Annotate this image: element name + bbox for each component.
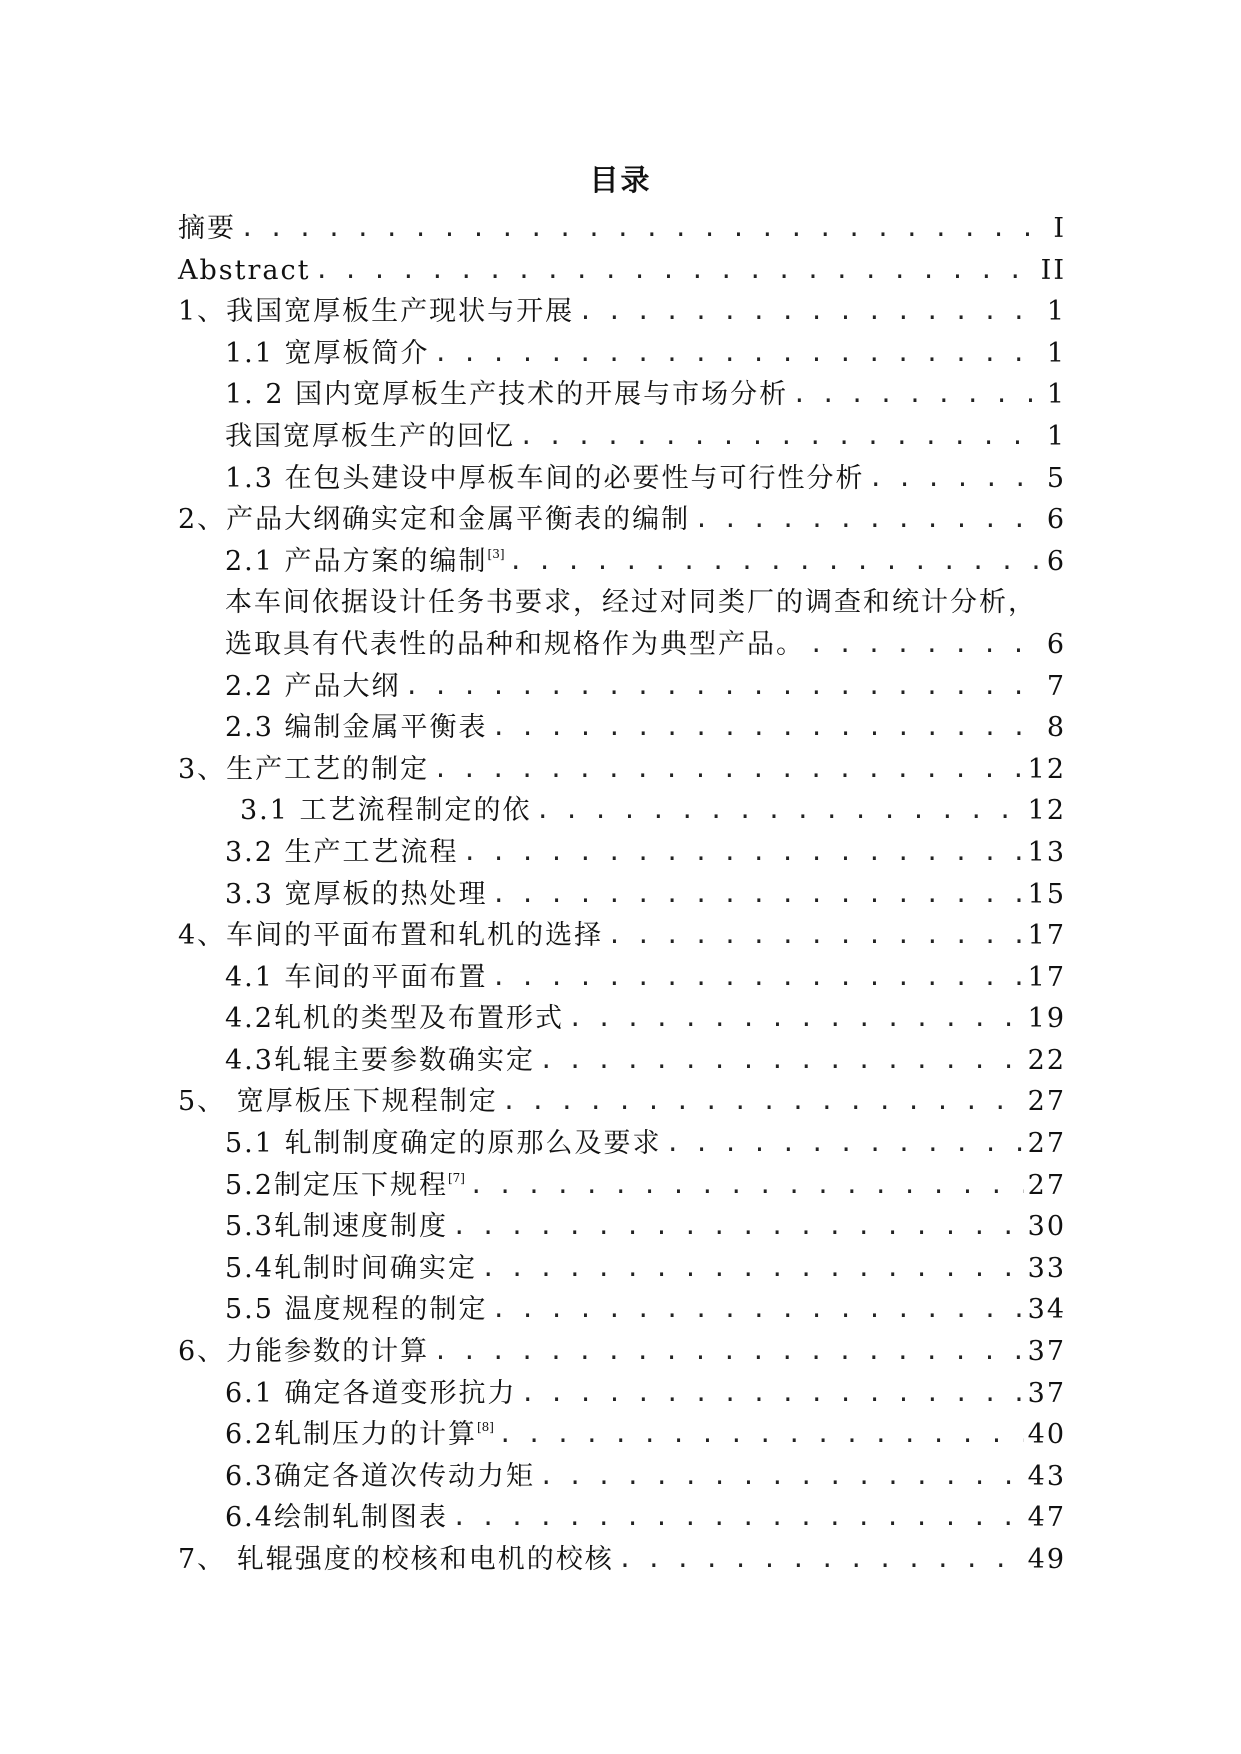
toc-entry[interactable]: [178, 1248, 1066, 1290]
toc-entry-text: 1.1 宽厚板简介: [225, 337, 430, 369]
toc-entry[interactable]: [178, 749, 1066, 791]
toc-entry-label: [178, 208, 236, 250]
toc-entry-label: [225, 1289, 488, 1331]
toc-entry[interactable]: [178, 957, 1066, 999]
toc-entry-label: [225, 534, 505, 583]
toc-entry[interactable]: [178, 1414, 1066, 1456]
dot-leader: [519, 416, 1043, 458]
dot-leader: [463, 832, 1024, 874]
dot-leader: [434, 333, 1043, 375]
toc-entry-label: [178, 250, 310, 292]
toc-entry-label: [178, 1081, 498, 1123]
toc-page-number: 49: [1027, 1544, 1066, 1575]
toc-page-number: 19: [1027, 1003, 1066, 1035]
toc-entry-label: [225, 874, 488, 916]
toc-entry-text: 4.1 车间的平面布置: [225, 961, 488, 993]
dot-leader: [314, 250, 1036, 292]
toc-entry[interactable]: [178, 458, 1066, 500]
dot-leader: [521, 1373, 1024, 1415]
toc-entry-text: 5、 宽厚板压下规程制定: [178, 1086, 498, 1118]
toc-page-number: 40: [1027, 1419, 1066, 1451]
toc-entry[interactable]: [178, 1081, 1066, 1123]
dot-leader: [666, 1123, 1024, 1165]
toc-entry[interactable]: [178, 874, 1066, 916]
toc-page-number: I: [1053, 213, 1066, 244]
dot-leader: [536, 790, 1024, 832]
toc-entry[interactable]: [178, 1206, 1066, 1248]
toc-entry-text: 5.1 轧制制度确定的原那么及要求: [225, 1128, 662, 1160]
dot-leader: [568, 998, 1024, 1040]
dot-leader: [481, 1248, 1024, 1290]
toc-entry[interactable]: [178, 707, 1066, 749]
dot-leader: [869, 458, 1043, 500]
toc-entry-text: 3、生产工艺的制定: [178, 753, 430, 785]
toc-entry[interactable]: [178, 1165, 1066, 1207]
toc-entry-label: [178, 749, 429, 791]
toc-page-number: 8: [1046, 712, 1066, 744]
toc-entry-label: [225, 1040, 535, 1082]
citation-marker: [8]: [476, 1420, 494, 1435]
toc-page-number: 47: [1027, 1502, 1066, 1534]
toc-entry[interactable]: [178, 1289, 1066, 1331]
toc-entry-text: 6、力能参数的计算: [178, 1336, 430, 1368]
dot-leader: [492, 707, 1043, 749]
toc-entry-label: [225, 1206, 448, 1248]
toc-entry[interactable]: [178, 666, 1066, 708]
toc-page-number: 27: [1027, 1169, 1066, 1201]
dot-leader: [492, 874, 1024, 916]
toc-entry[interactable]: [178, 291, 1066, 333]
toc-entry-label: [225, 707, 488, 749]
dot-leader: [502, 1081, 1024, 1123]
toc-entry[interactable]: [178, 790, 1066, 832]
toc-page-number: 17: [1027, 920, 1066, 952]
toc-entry-text: 我国宽厚板生产的回忆: [225, 420, 515, 452]
toc-entry[interactable]: [178, 1497, 1066, 1539]
toc-page-number: II: [1040, 254, 1066, 286]
dot-leader: [240, 208, 1049, 250]
toc-page-number: 15: [1027, 878, 1066, 910]
toc-entry-text: 7、 轧辊强度的校核和电机的校核: [178, 1544, 614, 1575]
toc-page-number: 7: [1046, 670, 1066, 702]
toc-page-number: 1: [1046, 420, 1066, 452]
toc-entry-text: 1. 2 国内宽厚板生产技术的开展与市场分析: [225, 379, 789, 411]
toc-page-number: 37: [1027, 1377, 1066, 1409]
toc-entry-label: [225, 1497, 448, 1539]
toc-page-number: 6: [1046, 628, 1066, 660]
dot-leader: [492, 957, 1024, 999]
dot-leader: [539, 1456, 1024, 1498]
dot-leader: [433, 749, 1023, 791]
dot-leader: [809, 624, 1043, 666]
toc-entry[interactable]: [178, 915, 1066, 957]
toc-entry-text: 3.3 宽厚板的热处理: [225, 878, 488, 910]
toc-page-number: 33: [1027, 1252, 1066, 1284]
toc-entry[interactable]: [178, 416, 1066, 458]
dot-leader: [509, 541, 1043, 583]
toc-page-number: 6: [1046, 504, 1066, 536]
toc-entry-label: [240, 790, 532, 832]
toc-page-number: 13: [1027, 836, 1066, 868]
toc-entry[interactable]: [178, 250, 1066, 292]
toc-entry-text: 6.4绘制轧制图表: [225, 1502, 448, 1534]
toc-entry-text: 1.3 在包头建设中厚板车间的必要性与可行性分析: [225, 462, 865, 494]
toc-entry-label: [178, 291, 574, 333]
dot-leader: [618, 1539, 1024, 1581]
dot-leader: [498, 1414, 1024, 1456]
toc-entry[interactable]: [178, 624, 1066, 666]
toc-entry[interactable]: [178, 1539, 1066, 1581]
toc-entry[interactable]: [178, 1456, 1066, 1498]
toc-entry-label: [225, 582, 1037, 624]
toc-entry-label: [225, 832, 459, 874]
toc-entry-label: [225, 333, 430, 375]
toc-entry-text: Abstract: [178, 254, 311, 286]
citation-marker: [7]: [447, 1170, 465, 1185]
toc-entry[interactable]: [178, 208, 1066, 250]
dot-leader: [452, 1206, 1024, 1248]
toc-page-number: 27: [1027, 1128, 1066, 1160]
toc-entry-text: 1、我国宽厚板生产现状与开展: [178, 296, 575, 328]
toc-entry-text: 2.2 产品大纲: [225, 670, 401, 702]
dot-leader: [607, 915, 1023, 957]
toc-entry-text: 6.1 确定各道变形抗力: [225, 1377, 517, 1409]
toc-entry[interactable]: [178, 541, 1066, 583]
toc-entry-text: 6.3确定各道次传动力矩: [225, 1460, 535, 1492]
toc-page-number: 37: [1027, 1336, 1066, 1368]
toc-entry-text: 2.3 编制金属平衡表: [225, 712, 488, 744]
toc-entry-label: [225, 1456, 535, 1498]
toc-entry-text: 5.5 温度规程的制定: [225, 1294, 488, 1326]
toc-page-number: 17: [1027, 961, 1066, 993]
toc-entry-text: 4.3轧辊主要参数确实定: [225, 1044, 535, 1076]
toc-entry-text: 5.3轧制速度制度: [225, 1211, 448, 1243]
toc-entry-label: [178, 1539, 614, 1581]
toc-page-number: 12: [1027, 753, 1066, 785]
toc-entry-text: 2、产品大纲确实定和金属平衡表的编制: [178, 504, 691, 536]
toc-entry-label: [225, 1407, 494, 1456]
toc-entry[interactable]: [178, 998, 1066, 1040]
toc-entry-text: 4.2轧机的类型及布置形式: [225, 1003, 564, 1035]
dot-leader: [452, 1497, 1024, 1539]
toc-entry[interactable]: [178, 374, 1066, 416]
toc-page-number: 27: [1027, 1086, 1066, 1118]
toc-entry[interactable]: [178, 582, 1066, 624]
toc-entry-label: [225, 374, 788, 416]
toc-entry-label: [225, 416, 515, 458]
toc-entry[interactable]: [178, 1331, 1066, 1373]
toc-entry-label: [225, 624, 805, 666]
page-title: 目录: [589, 163, 652, 197]
toc-entry-text: 3.1 工艺流程制定的依: [240, 795, 532, 827]
toc-entry-text: 3.2 生产工艺流程: [225, 836, 459, 868]
toc-entry-text: 摘要: [178, 213, 236, 244]
dot-leader: [433, 1331, 1023, 1373]
dot-leader: [405, 666, 1043, 708]
toc-page-number: 1: [1046, 379, 1066, 411]
dot-leader: [539, 1040, 1024, 1082]
toc-entry-label: [178, 915, 603, 957]
toc-page-number: 22: [1027, 1044, 1066, 1076]
toc-entry-text: 6.2轧制压力的计算: [225, 1419, 477, 1451]
toc-entry-label: [225, 1158, 465, 1207]
toc-entry-label: [225, 998, 564, 1040]
dot-leader: [578, 291, 1043, 333]
toc-page-number: 6: [1046, 545, 1066, 577]
toc-entry-text: 选取具有代表性的品种和规格作为典型产品。: [225, 628, 805, 660]
toc-page-number: 43: [1027, 1460, 1066, 1492]
table-of-contents: [178, 208, 1066, 1581]
dot-leader: [492, 1289, 1024, 1331]
toc-page-number: 1: [1046, 337, 1066, 369]
toc-entry[interactable]: [178, 1040, 1066, 1082]
toc-entry-text: 4、车间的平面布置和轧机的选择: [178, 920, 604, 952]
toc-page-number: 12: [1027, 795, 1066, 827]
dot-leader: [792, 374, 1043, 416]
toc-entry-label: [225, 666, 401, 708]
toc-entry-text: 本车间依据设计任务书要求，经过对同类厂的调查和统计分析，: [225, 587, 1037, 619]
dot-leader: [694, 499, 1043, 541]
toc-page-number: 5: [1046, 462, 1066, 494]
toc-entry-label: [225, 957, 488, 999]
toc-entry-label: [225, 1248, 477, 1290]
toc-entry-label: [225, 458, 865, 500]
toc-entry-text: 5.2制定压下规程: [225, 1169, 448, 1201]
toc-entry[interactable]: [178, 333, 1066, 375]
toc-entry-text: 5.4轧制时间确实定: [225, 1252, 477, 1284]
toc-page-number: 1: [1046, 296, 1066, 328]
toc-entry-text: 2.1 产品方案的编制: [225, 545, 488, 577]
toc-page-number: 34: [1027, 1294, 1066, 1326]
toc-entry-label: [178, 1331, 429, 1373]
dot-leader: [469, 1165, 1024, 1207]
toc-page-number: 30: [1027, 1211, 1066, 1243]
toc-entry[interactable]: [178, 832, 1066, 874]
citation-marker: [3]: [487, 546, 505, 561]
